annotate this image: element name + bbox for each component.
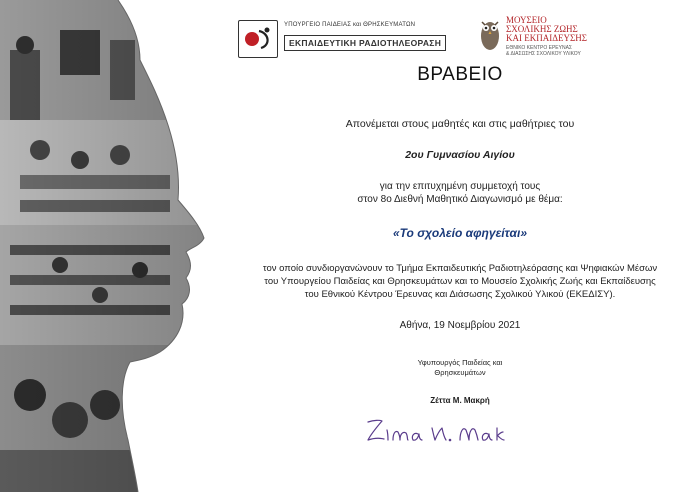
- school-museum-logo: [478, 10, 628, 60]
- museum-subtitle-line-1: ΕΘΝΙΚΟ ΚΕΝΤΡΟ ΕΡΕΥΝΑΣ: [506, 45, 573, 51]
- awarded-to-text: Απονέμεται στους μαθητές και στις μαθήτριες του: [345, 118, 575, 130]
- signer-name: Ζέττα Μ. Μακρή: [430, 396, 490, 405]
- organizers-line-3: του Εθνικού Κέντρου Έρευνας και Διάσωσης Σχολικού Υλικού (ΕΚΕΔΙΣΥ).: [304, 289, 616, 300]
- signer-role-line-2: Θρησκευμάτων: [434, 368, 486, 377]
- owl-icon: [478, 14, 502, 54]
- edu-broadcast-name: ΕΚΠΑΙΔΕΥΤΙΚΗ ΡΑΔΙΟΤΗΛΕΟΡΑΣΗ: [284, 35, 446, 51]
- organizers-line-2: του Υπουργείου Παιδείας και Θρησκευμάτων και το Μουσείο Σχολικής Ζωής και Εκπαίδευσης: [264, 276, 656, 287]
- organizers-line-1: τον οποίο συνδιοργανώνουν το Τμήμα Εκπαιδευτικής Ραδιοτηλεόρασης και Ψηφιακών Μέσων: [262, 263, 658, 274]
- certificate-title: ΒΡΑΒΕΙΟ: [417, 64, 503, 85]
- issue-date: Αθήνα, 19 Νοεμβρίου 2021: [399, 320, 521, 331]
- school-photo-collage: [0, 0, 250, 492]
- ministry-name: ΥΠΟΥΡΓΕΙΟ ΠΑΙΔΕΙΑΣ και ΘΡΗΣΚΕΥΜΑΤΩΝ: [284, 22, 416, 28]
- edu-tv-mark-icon: [238, 20, 278, 58]
- museum-name-line-2: ΣΧΟΛΙΚΗΣ ΖΩΗΣ: [506, 24, 578, 34]
- handwritten-signature: [360, 410, 510, 450]
- museum-name-line-1: ΜΟΥΣΕΙΟ: [506, 15, 547, 25]
- museum-subtitle-line-2: & ΔΙΑΣΩΣΗΣ ΣΧΟΛΙΚΟΥ ΥΛΙΚΟΥ: [506, 51, 581, 57]
- participation-line-1: για την επιτυχημένη συμμετοχή τους: [379, 181, 541, 192]
- signer-role-line-1: Υφυπουργός Παιδείας και: [417, 358, 503, 367]
- participation-line-2: στον 8ο Διεθνή Μαθητικό Διαγωνισμό με θέμα:: [357, 194, 563, 205]
- school-name: 2ου Γυμνασίου Αιγίου: [405, 149, 515, 161]
- competition-theme: «Το σχολείο αφηγείται»: [392, 226, 527, 240]
- edu-radio-tv-logo: [238, 18, 442, 58]
- museum-name-line-3: ΚΑΙ ΕΚΠΑΙΔΕΥΣΗΣ: [506, 33, 587, 43]
